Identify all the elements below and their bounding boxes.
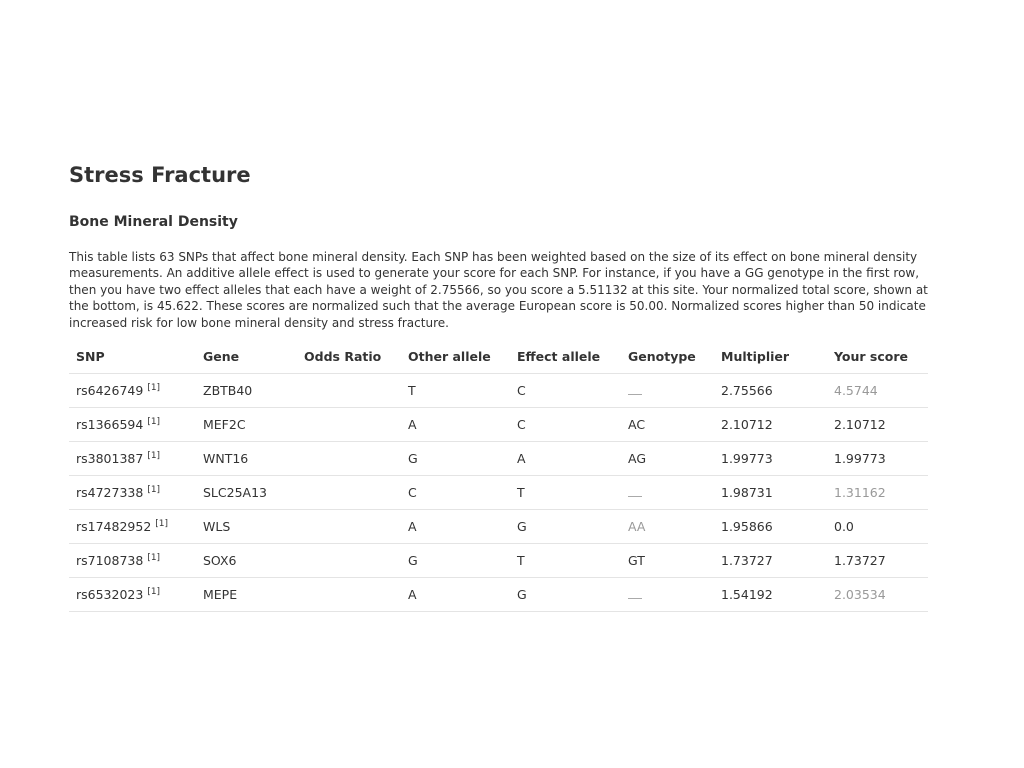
gene-cell: SLC25A13	[196, 476, 297, 510]
header-effect-allele: Effect allele	[510, 340, 621, 374]
effect-allele-cell: C	[510, 408, 621, 442]
score-cell: 2.10712	[827, 408, 928, 442]
gene-cell: WLS	[196, 510, 297, 544]
genotype-cell: AC	[621, 408, 714, 442]
table-row	[69, 408, 928, 442]
genotype-cell	[621, 476, 714, 510]
table-row	[69, 578, 928, 612]
gene-cell: ZBTB40	[196, 374, 297, 408]
score-cell: 0.0	[827, 510, 928, 544]
odds-ratio-cell	[297, 408, 401, 442]
score-cell: 1.73727	[827, 544, 928, 578]
snp-id: rs17482952	[76, 519, 152, 534]
other-allele-cell: A	[401, 408, 510, 442]
score-cell: 1.31162	[827, 476, 928, 510]
gene-cell: SOX6	[196, 544, 297, 578]
effect-allele-cell: G	[510, 578, 621, 612]
missing-genotype-mark	[628, 487, 642, 497]
effect-allele-cell: T	[510, 544, 621, 578]
multiplier-cell: 1.98731	[714, 476, 827, 510]
genotype-cell	[621, 374, 714, 408]
header-other-allele: Other allele	[401, 340, 510, 374]
odds-ratio-cell	[297, 476, 401, 510]
snp-table	[69, 340, 928, 612]
gene-cell: MEF2C	[196, 408, 297, 442]
header-gene: Gene	[196, 340, 297, 374]
reference-link[interactable]: [1]	[147, 587, 161, 597]
other-allele-cell: C	[401, 476, 510, 510]
effect-allele-cell: T	[510, 476, 621, 510]
missing-genotype-mark	[628, 589, 642, 599]
snp-id: rs4727338	[76, 485, 144, 500]
effect-allele-cell: A	[510, 442, 621, 476]
multiplier-cell: 1.95866	[714, 510, 827, 544]
other-allele-cell: A	[401, 510, 510, 544]
snp-id: rs3801387	[76, 451, 144, 466]
score-cell: 2.03534	[827, 578, 928, 612]
multiplier-cell: 2.75566	[714, 374, 827, 408]
reference-link[interactable]: [1]	[147, 553, 161, 563]
multiplier-cell: 2.10712	[714, 408, 827, 442]
snp-cell	[69, 442, 196, 476]
odds-ratio-cell	[297, 442, 401, 476]
reference-link[interactable]: [1]	[147, 417, 161, 427]
header-your-score: Your score	[827, 340, 928, 374]
gene-cell: MEPE	[196, 578, 297, 612]
table-row	[69, 374, 928, 408]
snp-cell	[69, 578, 196, 612]
table-row	[69, 442, 928, 476]
snp-cell	[69, 544, 196, 578]
snp-id: rs1366594	[76, 417, 144, 432]
table-row	[69, 476, 928, 510]
header-odds-ratio: Odds Ratio	[297, 340, 401, 374]
other-allele-cell: G	[401, 442, 510, 476]
other-allele-cell: G	[401, 544, 510, 578]
snp-cell	[69, 374, 196, 408]
page-title: Stress Fracture	[69, 163, 251, 187]
effect-allele-cell: G	[510, 510, 621, 544]
reference-link[interactable]: [1]	[155, 519, 169, 529]
odds-ratio-cell	[297, 578, 401, 612]
reference-link[interactable]: [1]	[147, 451, 161, 461]
genotype-cell: AA	[621, 510, 714, 544]
snp-id: rs7108738	[76, 553, 144, 568]
genotype-cell: GT	[621, 544, 714, 578]
table-body	[69, 374, 928, 612]
snp-cell	[69, 408, 196, 442]
multiplier-cell: 1.54192	[714, 578, 827, 612]
odds-ratio-cell	[297, 510, 401, 544]
other-allele-cell: T	[401, 374, 510, 408]
section-title: Bone Mineral Density	[69, 214, 238, 230]
section-description: This table lists 63 SNPs that affect bone mineral density. Each SNP has been weighted based on the size of its effect on bone mineral density measurements. An additive allele effect is used to generate your score for each SNP. For instance, if you have a GG genotype in the first row, then you have two effect alleles that each have a weight of 2.75566, so you score a 5.51132 at this site. Your normalized total score, shown at the bottom, is 45.622. These scores are normalized such that the average European score is 50.00. Normalized scores higher than 50 indicate increased risk for low bone mineral density and stress fracture.	[69, 250, 928, 330]
odds-ratio-cell	[297, 374, 401, 408]
genotype-cell	[621, 578, 714, 612]
snp-id: rs6532023	[76, 587, 144, 602]
multiplier-cell: 1.73727	[714, 544, 827, 578]
odds-ratio-cell	[297, 544, 401, 578]
genotype-cell: AG	[621, 442, 714, 476]
multiplier-cell: 1.99773	[714, 442, 827, 476]
effect-allele-cell: C	[510, 374, 621, 408]
reference-link[interactable]: [1]	[147, 383, 161, 393]
table-row	[69, 544, 928, 578]
header-genotype: Genotype	[621, 340, 714, 374]
score-cell: 1.99773	[827, 442, 928, 476]
header-snp: SNP	[69, 340, 196, 374]
other-allele-cell: A	[401, 578, 510, 612]
gene-cell: WNT16	[196, 442, 297, 476]
missing-genotype-mark	[628, 385, 642, 395]
header-multiplier: Multiplier	[714, 340, 827, 374]
snp-cell	[69, 476, 196, 510]
table-row	[69, 510, 928, 544]
score-cell: 4.5744	[827, 374, 928, 408]
snp-cell	[69, 510, 196, 544]
reference-link[interactable]: [1]	[147, 485, 161, 495]
table-header-row	[69, 340, 928, 374]
snp-id: rs6426749	[76, 383, 144, 398]
